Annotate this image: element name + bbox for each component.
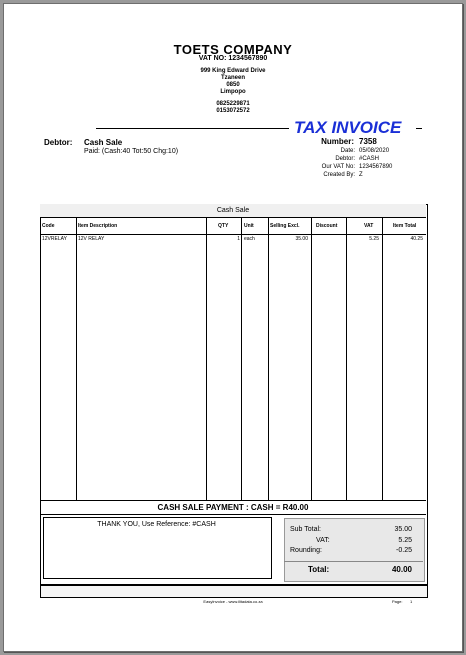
meta-debtor: #CASH [359,156,380,162]
col-code: Code [42,223,55,229]
debtor-name: Cash Sale [84,138,123,147]
created-by: Z [359,172,363,178]
col-unit: Unit [244,223,254,229]
invoice-page [3,3,463,652]
address-line-1: 999 King Edward Drive [200,68,266,74]
row-code: 12VRELAY [42,236,67,242]
col-divider [346,218,347,500]
our-vat: 1234567890 [359,164,393,170]
row-unit: each [244,236,255,242]
col-divider [268,218,269,500]
title-rule-right [416,128,422,129]
row-qty: 1 [237,236,240,242]
subtotal-value: 35.00 [394,526,412,533]
page-number: 1 [410,599,413,604]
date-label: Date: [340,148,355,154]
created-by-label: Created By: [323,172,355,178]
header-divider [40,234,426,235]
debtor-label: Debtor: [44,138,73,147]
col-divider [311,218,312,500]
subtotal-label: Sub Total: [290,526,322,533]
page-label: Page: [392,599,403,604]
number-label: Number: [321,137,354,146]
col-divider [241,218,242,500]
total-value: 40.00 [391,565,412,574]
col-divider [382,218,383,500]
invoice-number: 7358 [359,137,377,146]
col-total: Item Total [393,223,417,229]
col-divider [206,218,207,500]
document-title: TAX INVOICE [294,118,402,137]
meta-debtor-label: Debtor: [335,156,355,162]
title-rule-left [96,128,289,129]
table-caption: Cash Sale [40,204,426,218]
col-selling: Selling Excl. [270,223,300,229]
col-qty: QTY [218,223,229,229]
vat-label: VAT: [316,537,330,544]
address-line-4: Limpopo [220,89,246,95]
our-vat-label: Our VAT No: [321,164,355,170]
footer-credit: EasyInvoice - www.ilitadata.co.za [203,599,263,604]
payment-line: CASH SALE PAYMENT : CASH = R40.00 [40,500,426,515]
rounding-value: -0.25 [396,547,412,554]
company-vat: VAT NO: 1234567890 [198,55,268,62]
company-name: TOETS COMPANY [173,42,293,57]
address-line-2: Tzaneen [220,75,245,81]
phone-2: 0153072572 [216,108,250,114]
invoice-date: 05/08/2020 [359,148,390,154]
row-total: 40.25 [410,236,423,242]
thank-you-message: THANK YOU, Use Reference: #CASH [97,521,216,528]
row-selling: 35.00 [295,236,308,242]
totals-divider [284,561,423,562]
phone-1: 0825229871 [216,101,250,107]
address-line-3: 0850 [226,82,240,88]
footer-bar [40,585,428,598]
col-vat: VAT [364,223,374,229]
total-label: Total: [308,565,330,574]
rounding-label: Rounding: [290,547,322,554]
col-description: Item Description [78,223,118,229]
row-description: 12V RELAY [78,236,105,242]
vat-value: 5.25 [398,537,412,544]
paid-info: Paid: (Cash:40 Tot:50 Chg:10) [84,148,179,155]
row-vat: 5.25 [369,236,379,242]
col-divider [76,218,77,500]
col-discount: Discount [316,223,338,229]
